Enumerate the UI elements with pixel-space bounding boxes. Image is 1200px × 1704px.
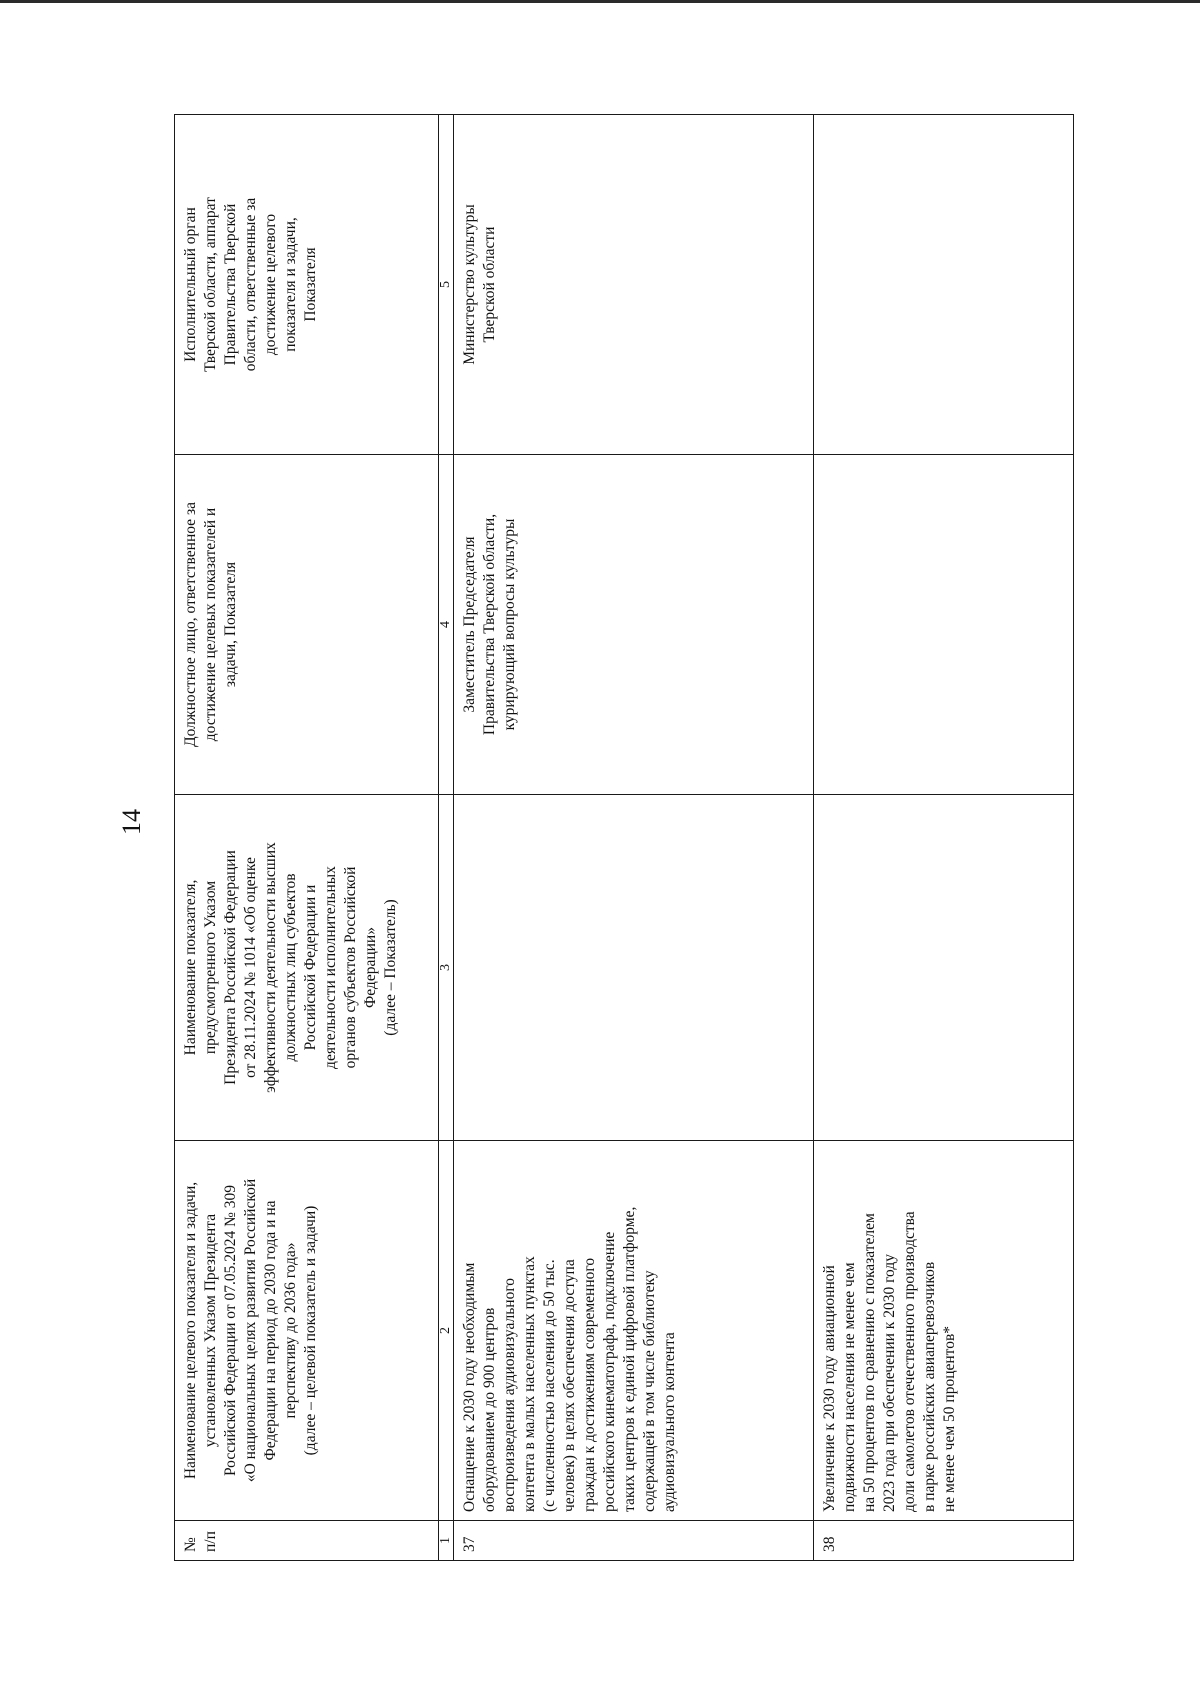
header-goal: Наименование целевого показателя и задачи, установленных Указом Президента Российской Федерации от 07.05.2024 № 309 «О национальных целях развития Российской Федерации на период до 2030 года и на перспективу до 2036 года» (далее – целевой показатель и задачи) <box>175 1141 439 1521</box>
rotated-table-wrapper <box>174 115 1094 1561</box>
indicator-text <box>454 795 814 1141</box>
official-text <box>814 455 1074 795</box>
header-number: № п/п <box>175 1521 439 1561</box>
header-executive-body: Исполнительный орган Тверской области, аппарат Правительства Тверской области, ответственные за достижение целевого показателя и задачи, Показателя <box>175 115 439 455</box>
table-row <box>814 115 1074 1561</box>
header-row <box>175 115 439 1561</box>
scan-edge <box>0 0 1200 3</box>
header-official: Должностное лицо, ответственное за достижение целевых показателей и задачи, Показателя <box>175 455 439 795</box>
row-number: 38 <box>814 1521 1074 1561</box>
column-number: 2 <box>439 1141 454 1521</box>
page-number: 14 <box>117 809 146 835</box>
responsibility-table <box>174 114 1074 1561</box>
column-number: 3 <box>439 795 454 1141</box>
column-number-row <box>439 115 454 1561</box>
goal-text: Увеличение к 2030 году авиационной подвижности населения не менее чем на 50 процентов по сравнению с показателем 2023 года при обеспечении к 2030 году доли самолетов отечественного производства в парке российских авиаперевозчиков не менее чем 50 процентов* <box>814 1141 1074 1521</box>
executive-body-text <box>814 115 1074 455</box>
goal-text: Оснащение к 2030 году необходимым оборудованием до 900 центров воспроизведения аудиовизуального контента в малых населенных пунктах (с численностью населения до 50 тыс. человек) в целях обеспечения доступа граждан к достижениям современного российского кинематографа, подключение таких центров к единой цифровой платформе, содержащей в том числе библиотеку аудиовизуального контента <box>454 1141 814 1521</box>
header-indicator: Наименование показателя, предусмотренного Указом Президента Российской Федерации от 28.11.2024 № 1014 «Об оценке эффективности деятельности высших должностных лиц субъектов Российской Федерации и деятельности исполнительных органов субъектов Российской Федерации» (далее – Показатель) <box>175 795 439 1141</box>
column-number: 1 <box>439 1521 454 1561</box>
table-row <box>454 115 814 1561</box>
indicator-text <box>814 795 1074 1141</box>
column-number: 4 <box>439 455 454 795</box>
row-number: 37 <box>454 1521 814 1561</box>
column-number: 5 <box>439 115 454 455</box>
executive-body-text: Министерство культуры Тверской области <box>454 115 814 455</box>
official-text: Заместитель Председателя Правительства Тверской области, курирующий вопросы культуры <box>454 455 814 795</box>
